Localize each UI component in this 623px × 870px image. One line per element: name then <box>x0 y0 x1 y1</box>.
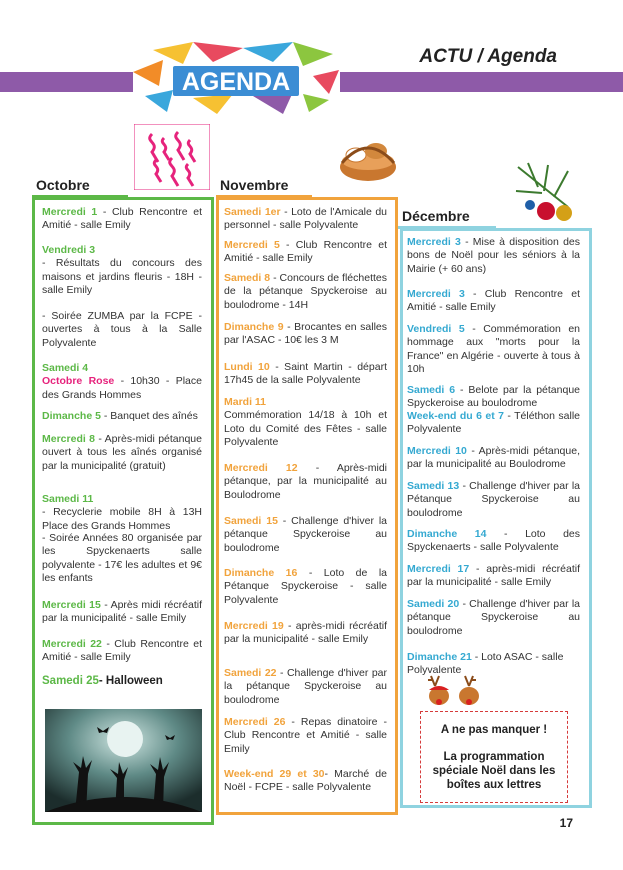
page-number: 17 <box>559 816 573 830</box>
event-item: Mercredi 12 - Après-midi pétanque, par la municipalité au Boulodrome <box>224 462 387 501</box>
event-item: Week-end du 6 et 7 - Téléthon salle Polyvalente <box>407 410 580 436</box>
pink-ribbons-image <box>134 124 210 190</box>
event-item: Dimanche 9 - Brocantes en salles par l'ASAC - 10€ les 3 M <box>224 321 387 347</box>
event-item: Samedi 1er - Loto de l'Amicale du personnel - salle Polyvalente <box>224 206 387 232</box>
event-item: Mardi 11 Commémoration 14/18 à 10h et Loto du Comité des Fêtes - salle Polyvalente <box>224 396 387 449</box>
mushroom-basket-image <box>334 135 400 183</box>
logo-text: AGENDA <box>181 68 291 96</box>
event-item: Samedi 4 Octobre Rose - 10h30 - Place des Grands Hommes <box>42 362 202 401</box>
event-item: Vendredi 3 - Résultats du concours des maisons et jardins fleuris - 18H - salle Emily <box>42 244 202 297</box>
event-item: Mercredi 17 - après-midi récréatif par la municipalité - salle Emily <box>407 563 580 589</box>
event-item: Samedi 6 - Belote par la pétanque Spyckeroise au boulodrome <box>407 384 581 410</box>
header-band-right <box>340 72 623 92</box>
december-heading: Décembre <box>398 206 496 229</box>
event-item: Mercredi 10 - Après-midi pétanque, par la municipalité au Boulodrome <box>407 445 580 471</box>
event-item: Samedi 22 - Challenge d'hiver par la pétanque Spyckeroise au boulodrome <box>224 667 387 706</box>
event-item: Mercredi 1 - Club Rencontre et Amitié - salle Emily <box>42 206 202 232</box>
event-item: Dimanche 16 - Loto de la Pétanque Spyckeroise - salle Polyvalente <box>224 567 388 606</box>
event-item: Mercredi 5 - Club Rencontre et Amitié - salle Emily <box>224 239 387 265</box>
event-item: Dimanche 14 - Loto des Spyckenaerts - salle Polyvalente <box>407 528 580 554</box>
event-item: Mercredi 26 - Repas dinatoire - Club Rencontre et Amitié - salle Emily <box>224 716 387 755</box>
event-item: Vendredi 5 - Commémoration en hommage aux "morts pour la France" en Algérie - ouverte à tous à 10h <box>407 323 580 376</box>
november-heading: Novembre <box>216 175 312 198</box>
page-section-title: ACTU / Agenda <box>419 46 557 67</box>
event-item: Samedi 20 - Challenge d'hiver par la pétanque Spyckeroise au boulodrome <box>407 598 580 637</box>
event-item: Mercredi 19 - après-midi récréatif par la municipalité - salle Emily <box>224 620 387 646</box>
event-item: Samedi 11 - Recyclerie mobile 8H à 13H Place des Grands Hommes <box>42 493 202 532</box>
notice-title: A ne pas manquer ! <box>440 724 548 736</box>
header-band-left <box>0 72 133 92</box>
reindeer-icon <box>425 672 487 710</box>
event-item: - Soirée Années 80 organisée par les Spyckenaerts salle polyvalente - 17€ les adultes et 9€ les enfants <box>42 532 202 585</box>
christmas-branch-image <box>508 157 582 229</box>
october-heading: Octobre <box>32 175 128 198</box>
event-item: Samedi 13 - Challenge d'hiver par la Pétanque Spyckeroise au boulodrome <box>407 480 580 519</box>
event-item: Mercredi 3 - Club Rencontre et Amitié - salle Emily <box>407 288 580 314</box>
agenda-logo <box>133 42 339 114</box>
event-item: Samedi 25- Halloween <box>42 675 163 687</box>
event-item: Mercredi 8 - Après-midi pétanque ouvert à tous les aînés organisé par la municipalité (gratuit) <box>42 433 202 472</box>
event-item: Lundi 10 - Saint Martin - départ 17h45 de la salle Polyvalente <box>224 361 387 387</box>
halloween-image <box>45 709 202 812</box>
event-item: Mercredi 15 - Après midi récréatif par la municipalité - salle Emily <box>42 599 202 625</box>
event-item: Samedi 15 - Challenge d'hiver la pétanque Spyckeroise au boulodrome <box>224 515 387 554</box>
event-item: Samedi 8 - Concours de fléchettes de la pétanque Spyckeroise au boulodrome - 14H <box>224 272 387 311</box>
notice-body: La programmation spéciale Noël dans les boîtes aux lettres <box>432 751 556 791</box>
event-item: Dimanche 21 - Loto ASAC - salle Polyvalente <box>407 651 564 677</box>
event-item: Dimanche 5 - Banquet des aînés <box>42 410 198 422</box>
event-item: Mercredi 22 - Club Rencontre et Amitié - salle Emily <box>42 638 202 664</box>
notice-box <box>420 711 568 803</box>
event-item: Mercredi 3 - Mise à disposition des bons de Noël pour les séniors à la Mairie (+ 60 ans) <box>407 236 581 275</box>
event-item: Week-end 29 et 30- Marché de Noël - FCPE - salle Polyvalente <box>224 768 387 794</box>
event-item: - Soirée ZUMBA par la FCPE - ouvertes à tous à la Salle Polyvalente <box>42 310 202 349</box>
